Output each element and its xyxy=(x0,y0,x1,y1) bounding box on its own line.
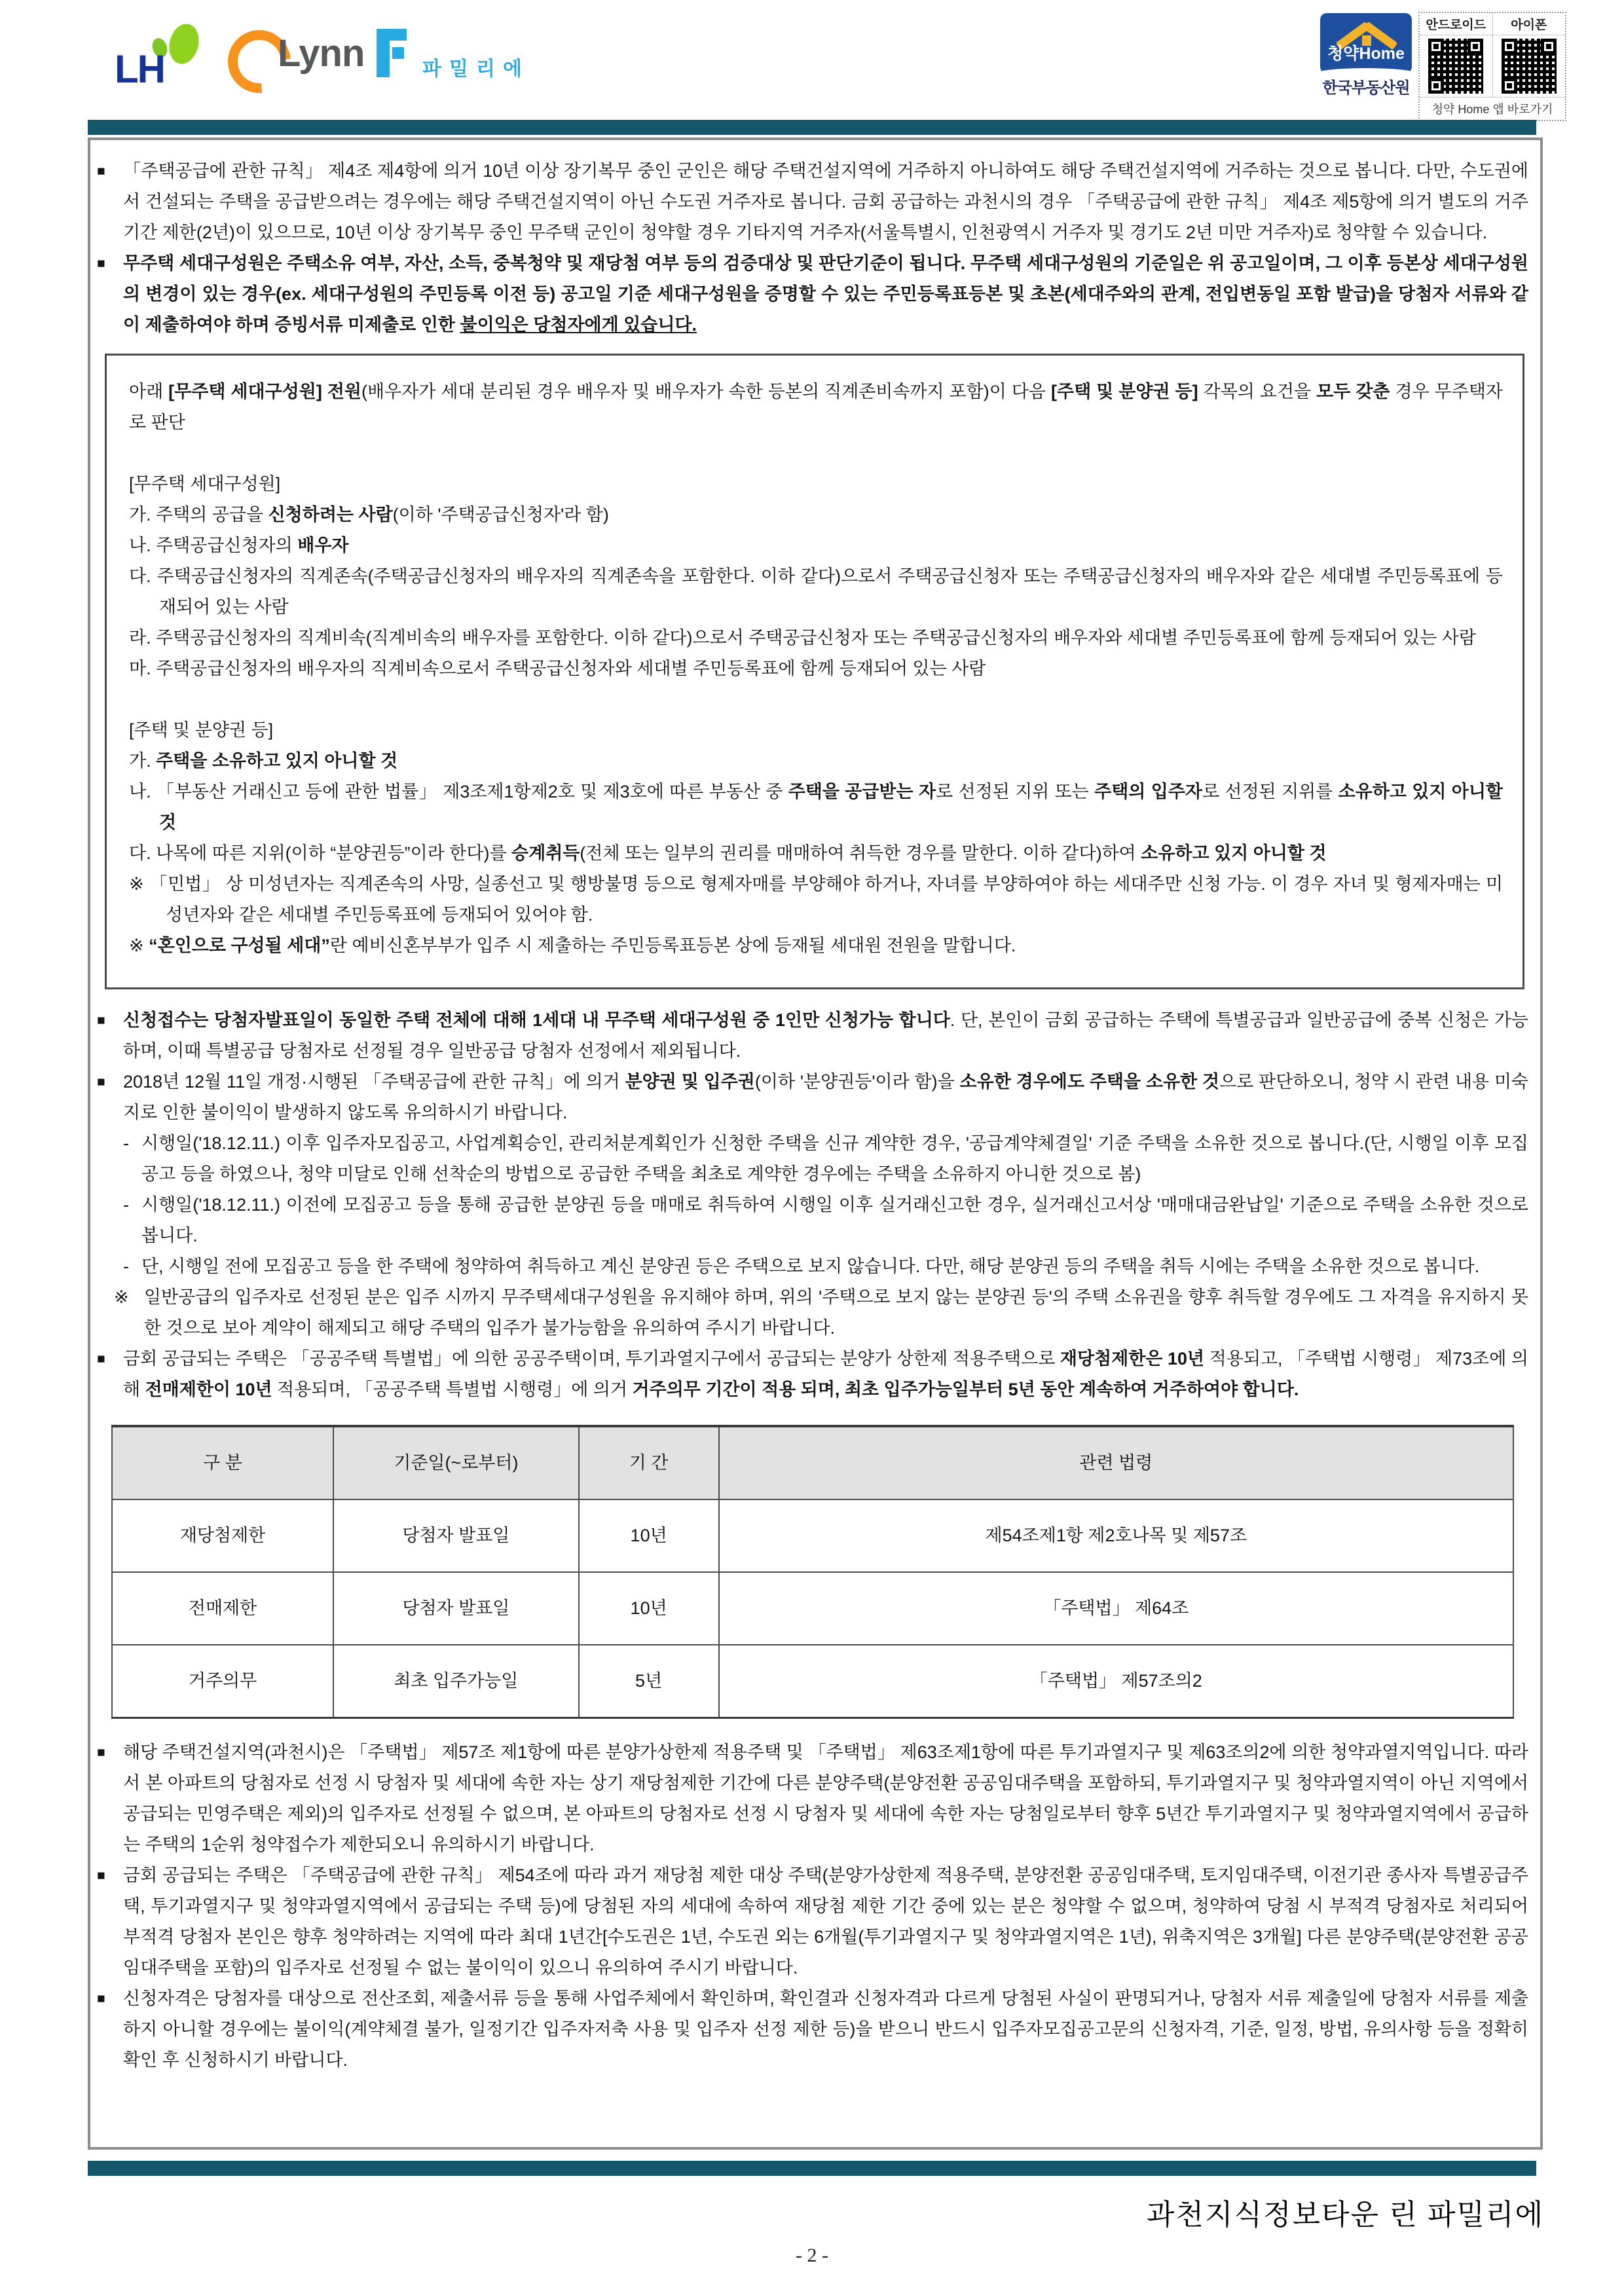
text-segment: 아래 xyxy=(129,382,169,401)
text-segment: “혼인으로 구성될 세대” xyxy=(149,936,330,955)
familie-logo xyxy=(377,29,547,94)
text-segment: (배우자가 세대 분리된 경우 배우자 및 배우자가 속한 등본의 직계존비속까지 포함)이 다음 xyxy=(361,382,1052,401)
qr-android-cell xyxy=(1420,35,1493,97)
familie-f-icon xyxy=(377,29,412,77)
text-segment: 금회 공급되는 주택은 「공공주택 특별법」에 의한 공공주택이며, 투기과열지구에서 공급되는 분양가 상한제 적용주택으로 xyxy=(123,1349,1060,1368)
text-segment: [주택 및 분양권 등] xyxy=(129,720,274,740)
table-cell: 당첨자 발표일 xyxy=(333,1499,579,1572)
box-line xyxy=(129,869,1503,930)
text-segment: 적용되고, 「주택법 시행령」 제73조에 의해 xyxy=(123,1349,1528,1399)
bullet-marker: ■ xyxy=(97,164,105,179)
text-segment: 2018년 12월 11일 개정·시행된 「주택공급에 관한 규칙」에 의거 xyxy=(123,1072,625,1092)
box-line xyxy=(129,777,1503,838)
cheongyak-home-app-name: 청약Home xyxy=(1327,45,1405,63)
box-line xyxy=(129,930,1503,961)
text-segment: 다. 나목에 따른 지위(이하 “분양권등”이라 한다)를 xyxy=(129,843,512,863)
box-line xyxy=(129,500,1503,530)
lynn-logo xyxy=(228,28,378,93)
bullet-marker: ■ xyxy=(97,256,105,271)
paragraph-text xyxy=(123,156,1528,248)
table-header-cell: 기준일(~로부터) xyxy=(333,1426,579,1499)
top-divider-bar xyxy=(88,120,1536,135)
text-segment: 일반공급의 입주자로 선정된 분은 입주 시까지 무주택세대구성원을 유지해야 하며, 위의 '주택으로 보지 않는 분양권 등'의 주택 소유권을 향후 취득할 경우에도 그 자격을 유지하지 못한 것으로 보아 계약이 해제되고 해당 주택의 입주가 불가능함을 유의하여 주시기 바랍니다. xyxy=(144,1287,1528,1338)
table-header-cell: 관련 법령 xyxy=(719,1426,1513,1499)
qr-iphone-label: 아이폰 xyxy=(1511,18,1547,32)
box-line xyxy=(129,623,1503,653)
text-segment: 불이익은 당첨자에게 있습니다. xyxy=(460,315,697,335)
bullet-marker: ■ xyxy=(97,1074,105,1090)
text-segment: 금회 공급되는 주택은 「주택공급에 관한 규칙」 제54조에 따라 과거 재당첨 제한 대상 주택(분양가상한제 적용주택, 분양전환 공공임대주택, 토지임대주택, 이전기관 종사자 특별공급주택, 투기과열지구 및 청약과열지역에서 공급되는 주택 등)에 당첨된 자의 세대에 속하여 재당첨 제한 기간 중에 있는 분은 청약할 수 없으며, 청약하여 당첨 시 부적격 당첨자로 처리되어 부적격 당첨자 본인은 향후 청약하려는 지역에 따라 최대 1년간[수도권은 1년, 수도권 외는 6개월(투기과열지구 및 청약과열지역은 1년), 위축지역은 3개월] 다른 분양주택(분양전환 공공임대주택을 포함)의 입주자로 선정될 수 없는 불이익이 있으니 유의하여 주시기 바랍니다. xyxy=(123,1865,1528,1977)
table-cell: 최초 입주가능일 xyxy=(333,1645,579,1718)
qr-code-iphone xyxy=(1502,39,1557,94)
table-cell: 「주택법」 제57조의2 xyxy=(719,1645,1513,1718)
notice-paragraph xyxy=(97,248,1528,340)
page-header xyxy=(0,0,1624,118)
paragraph-text xyxy=(141,1190,1528,1251)
table-cell: 10년 xyxy=(579,1499,719,1572)
table-row xyxy=(112,1499,1513,1572)
text-segment: 란 예비신혼부부가 입주 시 제출하는 주민등록표등본 상에 등재될 세대원 전원을 말합니다. xyxy=(329,936,1016,955)
box-line xyxy=(129,746,1503,777)
qr-panel-header xyxy=(1420,13,1565,35)
notice-paragraph xyxy=(114,1282,1528,1344)
note-marker: ※ xyxy=(129,936,149,955)
qr-android-label: 안드로이드 xyxy=(1420,13,1493,35)
text-segment: 소유하고 있지 아니할 것 xyxy=(1141,843,1327,863)
notice-paragraph xyxy=(97,156,1528,248)
text-segment: 주택의 입주자 xyxy=(1094,782,1202,801)
lh-logo-text: LH xyxy=(115,47,164,91)
box-line xyxy=(129,715,1503,746)
text-segment: 「민법」 상 미성년자는 직계존속의 사망, 실종선고 및 행방불명 등으로 형제자매를 부양해야 하거나, 자녀를 부양하여야 하는 세대주만 신청 가능. 이 경우 자녀 및 형제자매는 미성년자와 같은 세대별 주민등록표에 등재되어 있어야 함. xyxy=(149,874,1503,925)
table-cell: 거주의무 xyxy=(112,1645,333,1718)
qr-iphone-cell xyxy=(1493,35,1566,97)
paragraph-text xyxy=(144,1282,1528,1344)
paragraph-text xyxy=(123,1983,1528,2076)
qr-caption: 청약 Home 앱 바로가기 xyxy=(1420,97,1565,120)
table-cell: 제54조제1항 제2호나목 및 제57조 xyxy=(719,1499,1513,1572)
notice-paragraph xyxy=(97,1983,1528,2076)
cheongyak-home-badge xyxy=(1320,13,1412,73)
bullet-marker: ■ xyxy=(97,1868,105,1883)
text-segment: 신청자격은 당첨자를 대상으로 전산조회, 제출서류 등을 통해 사업주체에서 확인하며, 확인결과 신청자격과 다르게 당첨된 사실이 판명되거나, 당첨자 서류 제출일에 당첨자 서류를 제출하지 아니할 경우에는 불이익(계약체결 불가, 일정기간 입주자저축 사용 및 입주자 선정 제한 등)을 받으니 반드시 입주자모집공고문의 신청자격, 기준, 일정, 방법, 유의사항 등을 정확히 확인 후 신청하시기 바랍니다. xyxy=(123,1989,1528,2070)
bullet-marker: ■ xyxy=(97,1013,105,1028)
content-blocks xyxy=(97,156,1528,2076)
table-cell: 당첨자 발표일 xyxy=(333,1572,579,1645)
notice-paragraph xyxy=(97,1860,1528,1983)
table-cell: 10년 xyxy=(579,1572,719,1645)
text-segment: 마. 주택공급신청자의 배우자의 직계비속으로서 주택공급신청자와 세대별 주민등록표에 함께 등재되어 있는 사람 xyxy=(129,659,986,678)
table-header-row xyxy=(112,1426,1513,1499)
notice-paragraph xyxy=(97,1005,1528,1067)
spacer-line xyxy=(129,438,1503,469)
notice-paragraph xyxy=(123,1190,1528,1251)
paragraph-text xyxy=(123,1344,1528,1405)
text-segment: 각목의 요건을 xyxy=(1198,382,1317,401)
text-segment: 으로 판단하오니, 청약 시 관련 내용 미숙지로 인한 불이익이 발생하지 않도록 유의하시기 바랍니다. xyxy=(123,1072,1528,1122)
note-marker: ※ xyxy=(114,1287,129,1307)
notice-paragraph xyxy=(97,1067,1528,1128)
qr-panel-body xyxy=(1420,35,1565,97)
notice-content-frame xyxy=(88,138,1543,2150)
text-segment: 가. 주택의 공급을 xyxy=(129,505,268,524)
lh-leaf-big-icon xyxy=(165,21,203,67)
text-segment: 모두 갖춘 xyxy=(1316,382,1390,401)
text-segment: 승계취득 xyxy=(511,843,580,863)
text-segment: 소유한 경우에도 주택을 소유한 것 xyxy=(959,1072,1220,1092)
text-segment: 시행일('18.12.11.) 이후 입주자모집공고, 사업계획승인, 관리처분계획인가 신청한 주택을 신규 계약한 경우, '공급계약체결일' 기준 주택을 소유한 것으로 봅니다.(단, 시행일 이후 모집공고 등을 하였으나, 청약 미달로 인해 선착순의 방법으로 공급한 주택을 최초로 계약한 경우에는 주택을 소유하지 아니한 것으로 봄) xyxy=(141,1133,1528,1184)
notice-paragraph xyxy=(97,1344,1528,1405)
table-header-cell: 기 간 xyxy=(579,1426,719,1499)
box-line xyxy=(129,561,1503,623)
restrictions-table xyxy=(111,1425,1514,1719)
paragraph-text xyxy=(123,1737,1528,1860)
text-segment: 로 선정된 지위 또는 xyxy=(936,782,1095,801)
table-row xyxy=(112,1572,1513,1645)
dash-marker: - xyxy=(123,1195,129,1215)
table-cell: 5년 xyxy=(579,1645,719,1718)
badge-wave-decoration xyxy=(1320,68,1412,73)
text-segment: 배우자 xyxy=(297,536,349,555)
box-line xyxy=(129,530,1503,561)
text-segment: 전매제한이 10년 xyxy=(145,1380,272,1399)
box-line xyxy=(129,469,1503,500)
text-segment: 신청하려는 사람 xyxy=(268,505,393,524)
text-segment: 소유하고 있지 아니할 것 xyxy=(159,782,1503,832)
text-segment: 시행일('18.12.11.) 이전에 모집공고 등을 통해 공급한 분양권 등을 매매로 취득하여 시행일 이후 실거래신고한 경우, 실거래신고서상 '매매대금완납일' 기준으로 주택을 소유한 것으로 봅니다. xyxy=(141,1195,1528,1245)
text-segment: 해당 주택건설지역(과천시)은 「주택법」 제57조 제1항에 따른 분양가상한제 적용주택 및 「주택법」 제63조제1항에 따른 투기과열지구 및 제63조의2에 의한 청약과열지역입니다. 따라서 본 아파트의 당첨자로 선정 시 당첨자 및 세대에 속한 자는 상기 재당첨제한 기간에 다른 분양주택(분양전환 공공임대주택을 포함하되, 투기과열지구 및 청약과열지역이 아닌 지역에서 공급되는 민영주택은 제외)의 입주자로 선정될 수 없으며, 본 아파트의 당첨자로 선정 시 당첨자 및 세대에 속한 자는 당첨일로부터 향후 5년간 투기과열지구 및 청약과열지역에서 공급하는 주택의 1순위 청약접수가 제한되오니 유의하시기 바랍니다. xyxy=(123,1742,1528,1854)
qr-code-android xyxy=(1428,39,1483,94)
project-name: 과천지식정보타운 린 파밀리에 xyxy=(1147,2199,1544,2231)
notice-paragraph xyxy=(123,1251,1528,1282)
text-segment: [무주택 세대구성원] xyxy=(129,474,281,494)
text-segment: 적용되며, 「공공주택 특별법 시행령」에 의거 xyxy=(272,1380,633,1399)
bullet-marker: ■ xyxy=(97,1745,105,1760)
paragraph-text xyxy=(123,248,1528,340)
lynn-logo-text: Lynn xyxy=(278,32,365,75)
text-segment: 경우 무주택자로 판단 xyxy=(129,382,1503,432)
paragraph-text xyxy=(141,1251,1528,1282)
box-line xyxy=(129,838,1503,869)
text-segment: . 단, 본인이 금회 공급하는 주택에 특별공급과 일반공급에 중복 신청은 가능하며, 이때 특별공급 당첨자로 선정될 경우 일반공급 당첨자 선정에서 제외됩니다. xyxy=(123,1010,1528,1061)
table-row xyxy=(112,1645,1513,1718)
text-segment: 로 선정된 지위를 xyxy=(1202,782,1338,801)
korea-real-estate-board-label: 한국부동산원 xyxy=(1322,79,1410,97)
table-header-cell: 구 분 xyxy=(112,1426,333,1499)
text-segment: 다. 주택공급신청자의 직계존속(주택공급신청자의 배우자의 직계존속을 포함한다. 이하 같다)으로서 주택공급신청자 또는 주택공급신청자의 배우자와 같은 세대별 주민등록표에 등재되어 있는 사람 xyxy=(129,566,1503,617)
text-segment: 거주의무 기간이 적용 되며, 최초 입주가능일부터 5년 동안 계속하여 거주하여야 합니다. xyxy=(632,1380,1299,1399)
text-segment: 신청접수는 당첨자발표일이 동일한 주택 전체에 대해 1세대 내 무주택 세대구성원 중 1인만 신청가능 합니다 xyxy=(123,1010,950,1030)
text-segment: 라. 주택공급신청자의 직계비속(직계비속의 배우자를 포함한다. 이하 같다)으로서 주택공급신청자 또는 주택공급신청자의 배우자와 세대별 주민등록표에 함께 등재되어 있는 사람 xyxy=(129,628,1476,648)
table-cell: 「주택법」 제64조 xyxy=(719,1572,1513,1645)
box-line xyxy=(129,653,1503,684)
text-segment: 「주택공급에 관한 규칙」 제4조 제4항에 의거 10년 이상 장기복무 중인 군인은 해당 주택건설지역에 거주하지 아니하여도 해당 주택건설지역에 거주하는 것으로 봅니다. 다만, 수도권에서 건설되는 주택을 공급받으려는 경우에는 해당 주택건설지역이 아닌 수도권 거주자로 봅니다. 금회 공급하는 과천시의 경우 「주택공급에 관한 규칙」 제4조 제5항에 의거 별도의 거주기간 제한(2년)이 있으므로, 10년 이상 장기복무 중인 무주택 군인이 청약할 경우 기타지역 거주자(서울특별시, 인천광역시 거주자 및 경기도 2년 미만 거주자)로 청약할 수 있습니다. xyxy=(123,161,1528,242)
text-segment: 분양권 및 입주권 xyxy=(625,1072,755,1092)
text-segment: 재당첨제한은 10년 xyxy=(1060,1349,1205,1368)
text-segment: [무주택 세대구성원] 전원 xyxy=(168,382,361,401)
text-segment: 단, 시행일 전에 모집공고 등을 한 주택에 청약하여 취득하고 계신 분양권 등은 주택으로 보지 않습니다. 다만, 해당 분양권 등의 주택을 취득 시에는 주택을 소유한 것으로 봅니다. xyxy=(141,1257,1480,1276)
cheongyak-home-logo xyxy=(1320,13,1413,105)
dash-marker: - xyxy=(123,1257,129,1276)
text-segment: (전체 또는 일부의 권리를 매매하여 취득한 경우를 말한다. 이하 같다)하여 xyxy=(580,843,1141,863)
notice-paragraph xyxy=(97,1737,1528,1860)
lh-logo xyxy=(115,24,213,89)
bottom-divider-bar xyxy=(88,2161,1536,2176)
box-line xyxy=(129,376,1503,438)
paragraph-text xyxy=(123,1860,1528,1983)
table-cell: 전매제한 xyxy=(112,1572,333,1645)
text-segment: (이하 '분양권등'이라 함)을 xyxy=(754,1072,960,1092)
text-segment: (이하 '주택공급신청자'라 함) xyxy=(392,505,609,524)
dash-marker: - xyxy=(123,1133,129,1153)
text-segment: 무주택 세대구성원은 주택소유 여부, 자산, 소득, 중복청약 및 재당첨 여부 등의 검증대상 및 판단기준이 됩니다. 무주택 세대구성원의 기준일은 위 공고일이며, 그 이후 등본상 세대구성원의 변경이 있는 경우(ex. 세대구성원의 주민등록 이전 등) 공고일 기준 세대구성원을 증명할 수 있는 주민등록표등본 및 초본(세대주와의 관계, 전입변동일 포함 발급)을 당첨자 서류와 같이 제출하여야 하며 증빙서류 미제출로 인한 xyxy=(123,253,1528,335)
note-marker: ※ xyxy=(129,874,150,894)
bullet-marker: ■ xyxy=(97,1351,105,1367)
text-segment: 나. 「부동산 거래신고 등에 관한 법률」 제3조제1항제2호 및 제3호에 따른 부동산 중 xyxy=(129,782,788,801)
table-cell: 재당첨제한 xyxy=(112,1499,333,1572)
page-number: - 2 - xyxy=(796,2245,828,2266)
text-segment: 주택을 소유하고 있지 아니할 것 xyxy=(156,751,398,771)
text-segment: 가. xyxy=(129,751,157,771)
familie-logo-text: 파밀리에 xyxy=(422,58,530,80)
text-segment: 나. 주택공급신청자의 xyxy=(129,536,298,555)
text-segment: 주택을 공급받는 자 xyxy=(788,782,936,801)
spacer-line xyxy=(129,684,1503,715)
text-segment: [주택 및 분양권 등] xyxy=(1051,382,1198,401)
bullet-marker: ■ xyxy=(97,1991,105,2006)
homeless-member-definition-box xyxy=(105,354,1524,989)
paragraph-text xyxy=(123,1067,1528,1128)
paragraph-text xyxy=(123,1005,1528,1067)
paragraph-text xyxy=(141,1128,1528,1190)
notice-paragraph xyxy=(123,1128,1528,1190)
qr-panel xyxy=(1418,12,1566,121)
